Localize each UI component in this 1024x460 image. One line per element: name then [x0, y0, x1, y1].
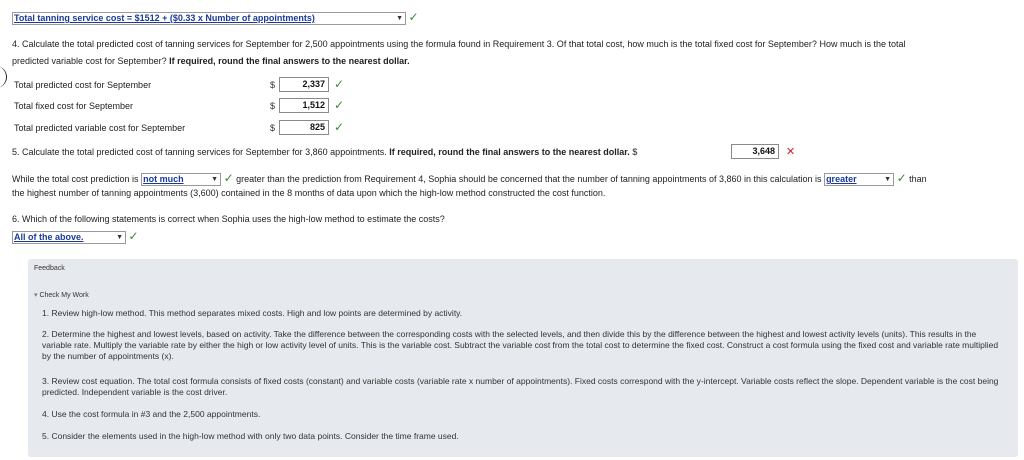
- incorrect-x-icon: ✕: [786, 146, 796, 158]
- chevron-down-icon: ▼: [211, 176, 219, 184]
- q4-text: 4. Calculate the total predicted cost of tanning services for September for 2,500 appointments using the formula found in Requirement 3. Of that total cost, how much is the total fixed cost for September? How much is the total: [12, 39, 906, 49]
- para-part1: While the total cost prediction is: [12, 174, 139, 184]
- currency-symbol: $: [270, 123, 276, 133]
- q5-instruction: If required, round the final answers to the nearest dollar.: [389, 147, 630, 157]
- correct-check-icon: ✓: [408, 10, 419, 24]
- q6-selected: All of the above.: [14, 232, 84, 243]
- q6-text: 6. Which of the following statements is correct when Sophia uses the high-low method to estimate the costs?: [12, 214, 445, 224]
- para-line2: the highest number of tanning appointments (3,600) contained in the 8 months of data upon which the high-low method constructed the cost function.: [12, 188, 606, 198]
- triangle-down-icon: ▾: [34, 292, 38, 299]
- q5-text: 5. Calculate the total predicted cost of tanning services for September for 3,860 appointments.: [12, 147, 387, 157]
- check-my-work-toggle[interactable]: [34, 291, 89, 299]
- feedback-item: 2. Determine the highest and lowest levels, based on activity. Take the difference between the corresponding costs with the selected levels, and then divide this by the difference between the highest and lowest activity levels (units). This results in the variable rate. Multiply the variable rate by either the high or low activity level of units. This is the variable cost. Subtract the variable cost from the total cost to determine the fixed cost. Construct a cost formula using the fixed cost and variable rate multiplied by the number of appointments (x).: [42, 329, 999, 361]
- para-part3: than: [909, 174, 927, 184]
- q6-dropdown[interactable]: [12, 231, 126, 244]
- comparison-selected: not much: [143, 174, 184, 185]
- currency-symbol: $: [270, 80, 276, 90]
- total-variable-cost-input[interactable]: 825: [279, 120, 329, 135]
- currency-symbol: $: [632, 147, 638, 157]
- range-dropdown[interactable]: [824, 173, 894, 186]
- feedback-item: 4. Use the cost formula in #3 and the 2,500 appointments.: [42, 409, 261, 419]
- chevron-down-icon: ▼: [396, 15, 403, 23]
- feedback-panel: [28, 259, 1018, 457]
- correct-check-icon: ✓: [334, 77, 345, 91]
- correct-check-icon: ✓: [896, 171, 907, 185]
- q5-total-cost-input[interactable]: 3,648: [731, 144, 779, 159]
- chevron-down-icon: ▼: [116, 234, 123, 242]
- feedback-item: 5. Consider the elements used in the high-low method with only two data points. Consider the time frame used.: [42, 431, 459, 441]
- correct-check-icon: ✓: [334, 98, 345, 112]
- q4-text-2: predicted variable cost for September?: [12, 56, 167, 66]
- correct-check-icon: ✓: [223, 171, 234, 185]
- feedback-item: 1. Review high-low method. This method separates mixed costs. High and low points are determined by activity.: [42, 308, 463, 318]
- correct-check-icon: ✓: [128, 229, 139, 243]
- formula-selected: Total tanning service cost = $1512 + ($0.33 x Number of appointments): [14, 13, 315, 24]
- check-my-work-label: Check My Work: [39, 292, 89, 299]
- feedback-item: 3. Review cost equation. The total cost formula consists of fixed costs (constant) and variable costs (variable rate x number of appointments). Fixed costs correspond with the y-intercept. Variable costs reflect the slope. Dependent variable is the cost being predicted. Independent variable is the cost driver.: [42, 376, 999, 397]
- chevron-down-icon: ▼: [884, 176, 892, 184]
- range-selected: greater: [826, 174, 857, 185]
- formula-dropdown[interactable]: [12, 12, 406, 25]
- currency-symbol: $: [270, 101, 276, 111]
- total-fixed-cost-input[interactable]: 1,512: [279, 98, 329, 113]
- row-label-total-variable: Total predicted variable cost for September: [14, 123, 186, 133]
- feedback-label: Feedback: [34, 265, 65, 272]
- left-brace-decoration: [0, 66, 7, 88]
- comparison-dropdown[interactable]: [141, 173, 221, 186]
- correct-check-icon: ✓: [334, 120, 345, 134]
- total-predicted-cost-input[interactable]: 2,337: [279, 77, 329, 92]
- para-part2: greater than the prediction from Requirement 4, Sophia should be concerned that the number of tanning appointments of 3,860 in this calculation is: [236, 174, 822, 184]
- q4-instruction: If required, round the final answers to the nearest dollar.: [169, 56, 410, 66]
- row-label-total-predicted: Total predicted cost for September: [14, 80, 152, 90]
- row-label-total-fixed: Total fixed cost for September: [14, 101, 134, 111]
